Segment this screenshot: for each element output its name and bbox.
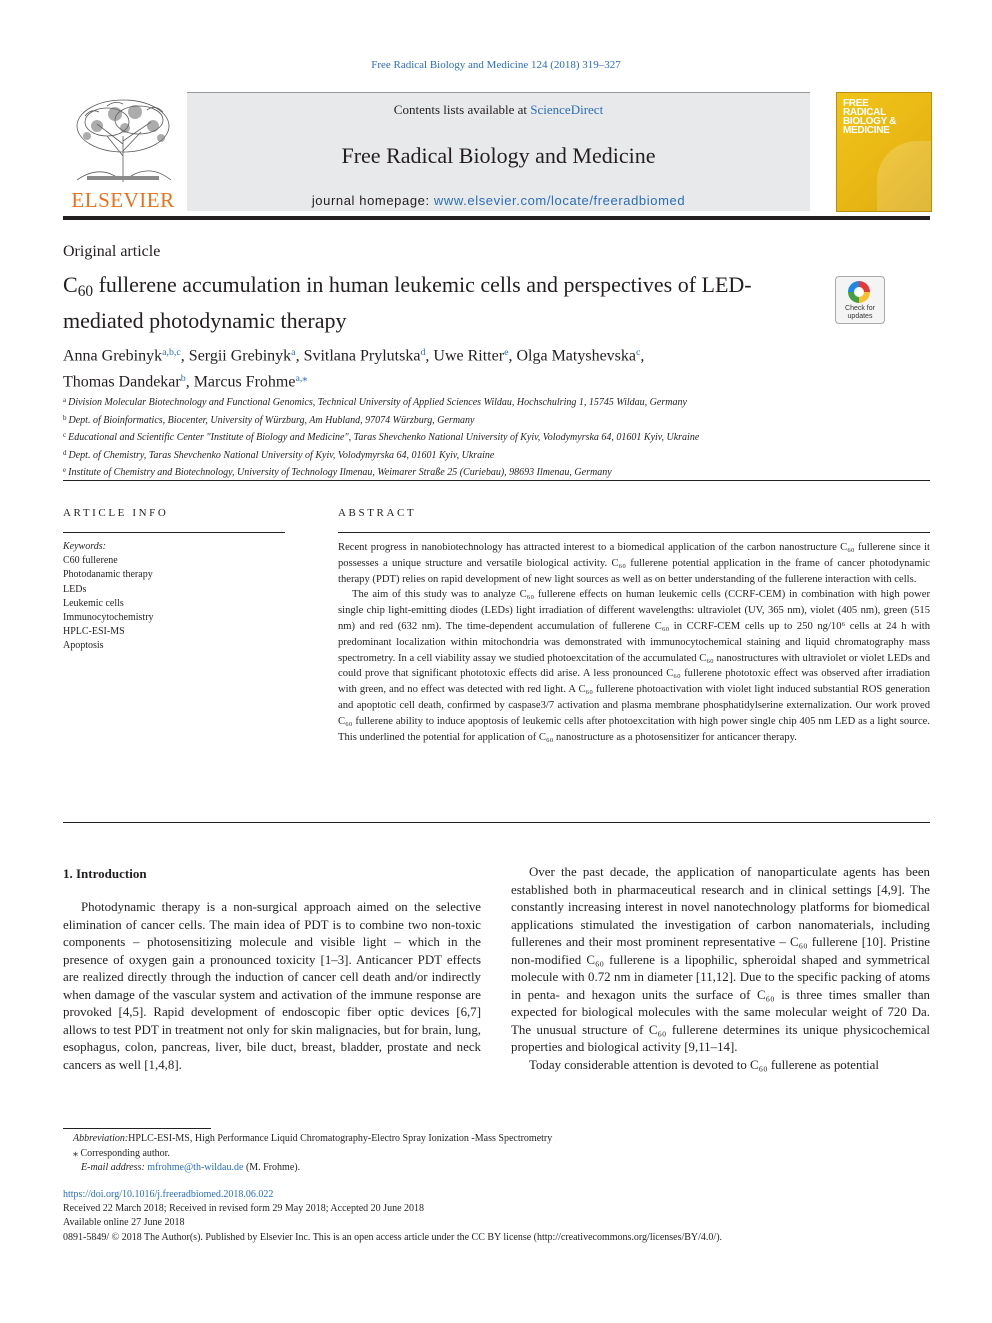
author-affiliation-mark[interactable]: e <box>504 347 509 358</box>
affiliation-item <box>63 446 923 464</box>
cover-title <box>843 99 896 135</box>
email-label: E-mail address: <box>81 1162 148 1173</box>
affiliation-text: Educational and Scientific Center "Institute of Biology and Medicine", Taras Shevchenko National University of Kyiv, Volodymyrska 64, 01601 Kyiv, Ukraine <box>68 432 700 443</box>
check-for-updates-badge[interactable] <box>835 276 885 324</box>
author-name[interactable]: Thomas Dandekar <box>63 373 181 391</box>
affiliation-key: a <box>63 396 67 404</box>
author-name[interactable]: Olga Matyshevska <box>516 347 636 365</box>
author-affiliation-mark[interactable]: c <box>636 347 641 358</box>
received-dates: Received 22 March 2018; Received in revised form 29 May 2018; Accepted 20 June 2018 <box>63 1203 425 1215</box>
author-affiliation-mark[interactable]: d <box>420 347 426 358</box>
affiliation-item <box>63 463 923 481</box>
contents-line <box>187 102 810 118</box>
body-paragraph: Photodynamic therapy is a non-surgical approach aimed on the selective elimination of cancer cells. The main idea of PDT is to combine two non-toxic components – photosensitizing molecule and visible light – which in the presence of oxygen gain a pronounced toxicity [1–3]. Anticancer PDT effects are realized directly through the induction of cancer cell death and/or indirectly when damage of the vascular system and activation of the immune response are provoked [4,5]. Rapid development of endoscopic fiber optic devices [6,7] allows to test PDT in treatment not only for skin malignacies, but for brain, lung, esophagus, colon, pancreas, liver, bile duct, breast, bladder, prostate and neck cancers as well [1,4,8]. <box>63 900 481 1072</box>
abstract-heading: ABSTRACT <box>338 507 417 519</box>
journal-title: Free Radical Biology and Medicine <box>341 143 656 168</box>
journal-header <box>63 92 930 212</box>
homepage-link[interactable]: www.elsevier.com/locate/freeradbiomed <box>433 193 686 208</box>
email-link[interactable]: mfrohme@th-wildau.de <box>147 1162 244 1173</box>
title-subscript: 60 <box>77 282 94 300</box>
author-affiliation-mark[interactable]: a <box>291 347 296 358</box>
footnote-rule <box>63 1128 211 1129</box>
affiliation-text: Institute of Chemistry and Biotechnology, University of Technology Ilmenau, Weimarer Straße 25 (Curiebau), 98693 Ilmenau, Germany <box>68 467 612 478</box>
elsevier-tree-icon <box>67 96 179 184</box>
introduction-heading: 1. Introduction <box>63 866 147 881</box>
cover-line: MEDICINE <box>843 125 890 136</box>
keyword-list <box>63 540 283 654</box>
body-column-left <box>63 899 481 1074</box>
online-date: Available online 27 June 2018 <box>63 1217 185 1229</box>
affiliation-key: c <box>63 431 67 439</box>
cover-line: RADICAL <box>843 107 886 118</box>
abbreviation-label: Abbreviation: <box>73 1133 129 1144</box>
check-updates-label <box>836 305 884 321</box>
contents-prefix: Contents lists available at <box>393 102 531 117</box>
cover-decoration <box>877 141 931 211</box>
homepage-line <box>187 193 810 208</box>
author-name[interactable]: Svitlana Prylutska <box>303 347 421 365</box>
body-paragraph: Over the past decade, the application of nanoparticulate agents has been established both in pharmaceutical research and in clinical settings [4,9]. The constantly increasing interest in novel nanotechnology platforms for biomedical applications stimulated the investigation of carbon nanomaterials, including fullerenes and their most prominent representative – C₆₀ fullerene [10]. Pristine non-modified C₆₀ fullerene is a lipophilic, spheroidal shaped and symmetrical molecule with 0.72 nm in diameter [11,12]. Due to the specific packing of atoms in penta- and hexagon units the surface of C₆₀ is three times smaller than expected for biological molecules with the same molecular weight of 720 Da. The unusual structure of C₆₀ fullerene determines its unique physicochemical properties and biological activity [9,11–14]. <box>511 865 930 1055</box>
journal-banner <box>187 92 810 211</box>
keywords-label: Keywords: <box>63 541 106 552</box>
check-updates-line: updates <box>847 313 873 320</box>
elsevier-logo[interactable] <box>63 92 183 212</box>
keyword-item: Apoptosis <box>63 640 104 652</box>
affiliation-item <box>63 428 923 446</box>
section-rule <box>63 822 930 823</box>
publisher-wordmark: ELSEVIER <box>71 188 175 212</box>
affiliation-text: Dept. of Chemistry, Taras Shevchenko National University of Kyiv, Volodymyrska 64, 01601 Kyiv, Ukraine <box>68 449 495 461</box>
author-name[interactable]: Anna Grebinyk <box>63 347 163 365</box>
body-paragraph: Today considerable attention is devoted to C₆₀ fullerene as potential <box>529 1058 879 1073</box>
author-separator: , <box>508 347 517 365</box>
abstract-rule <box>338 532 930 533</box>
author-separator: , <box>295 347 304 365</box>
check-updates-icon <box>848 281 870 303</box>
abstract-paragraph: The aim of this study was to analyze C₆₀ fullerene effects on human leukemic cells (CCRF-CEM) in combination with high power single chip light-emitting diodes (LEDs) light irradiation of different wavelengths: ultraviolet (UV, 365 nm), violet (405 nm), green (515 nm) and red (632 nm). The time-dependent accumulation of fullerene C₆₀ in CCRF-CEM cells up to 250 ng/10⁶ cells at 24 h with predominant localization within mitochondria was demonstrated with immunocytochemical staining and liquid chromatography mass spectrometry. In a cell viability assay we studied photoexcitation of the accumulated C₆₀ nanostructures with ultraviolet or violet LEDs and could prove that significant phototoxic effects did arise. A less pronounced C₆₀ fullerene phototoxic effect was observed after irradiation with green, and no effect was detected with red light. A C₆₀ fullerene photoactivation with violet light induced substantial ROS generation and apoptotic cell death, confirmed by caspase3/7 activation and plasma membrane phosphatidylserine externalization. Our work proved C₆₀ fullerene ability to induce apoptosis of leukemic cells after photoexcitation with high power single chip 405 nm LED as a light source. This underlined the potential for application of C₆₀ nanostructure as a photosensitizer for anticancer therapy. <box>338 589 930 743</box>
corresponding-footnote: ⁎ Corresponding author. <box>73 1147 170 1159</box>
paper-title <box>63 270 803 335</box>
affiliation-text: Division Molecular Biotechnology and Functional Genomics, Technical University of Applied Sciences Wildau, Hochschulring 1, 15745 Wildau, Germany <box>68 397 687 408</box>
title-prefix: C <box>63 272 78 297</box>
author-separator: , <box>185 373 194 391</box>
doi-link[interactable]: https://doi.org/10.1016/j.freeradbiomed.2018.06.022 <box>63 1189 274 1200</box>
abstract-paragraph: Recent progress in nanobiotechnology has attracted interest to a biomedical application of the carbon nanostructure C₆₀ fullerene since it possesses a unique structure and versatile biological activity. C₆₀ fullerene potential application in the frame of cancer photodynamic therapy (PDT) relies on rapid development of new light sources as well as on better understanding of the fullerene interaction with cells. <box>338 542 930 585</box>
keyword-item: Photodanamic therapy <box>63 569 153 581</box>
title-rest: fullerene accumulation in human leukemic cells and perspectives of LED-mediated photodynamic therapy <box>63 272 752 333</box>
author-affiliation-mark[interactable]: a,⁎ <box>295 373 308 385</box>
affiliation-key: e <box>63 466 67 474</box>
affiliation-item <box>63 411 923 429</box>
abbreviation-footnote <box>63 1132 930 1147</box>
author-separator: , <box>180 347 189 365</box>
article-info-heading: ARTICLE INFO <box>63 507 169 519</box>
affiliation-key: d <box>63 448 67 457</box>
author-separator: , <box>640 347 645 365</box>
cover-line: BIOLOGY & <box>843 116 897 127</box>
footnotes <box>63 1132 930 1176</box>
cover-line: FREE <box>843 98 869 109</box>
email-footnote <box>63 1161 930 1176</box>
keyword-item: HPLC-ESI-MS <box>63 626 125 638</box>
abstract-body <box>338 540 930 745</box>
homepage-prefix: journal homepage: <box>311 193 434 208</box>
keyword-item: Leukemic cells <box>63 597 124 609</box>
author-affiliation-mark[interactable]: a,b,c <box>162 347 181 358</box>
author-name[interactable]: Sergii Grebinyk <box>188 347 292 365</box>
email-suffix: (M. Frohme). <box>243 1162 301 1173</box>
author-separator: , <box>425 347 434 365</box>
publication-info <box>63 1188 930 1245</box>
article-info-rule <box>63 532 285 533</box>
keyword-item: C60 fullerene <box>63 555 118 567</box>
author-list <box>63 341 883 394</box>
section-rule <box>63 480 930 481</box>
affiliation-key: b <box>63 413 67 422</box>
keyword-item: Immunocytochemistry <box>63 612 154 624</box>
sciencedirect-link[interactable]: ScienceDirect <box>530 102 604 117</box>
check-updates-line: Check for <box>845 305 875 312</box>
journal-reference[interactable]: Free Radical Biology and Medicine 124 (2018) 319–327 <box>371 59 621 71</box>
affiliation-item <box>63 393 923 411</box>
author-name[interactable]: Uwe Ritter <box>433 347 505 365</box>
abbreviation-text: HPLC-ESI-MS, High Performance Liquid Chromatography-Electro Spray Ionization -Mass Spectrometry <box>128 1133 553 1144</box>
author-name[interactable]: Marcus Frohme <box>193 373 296 391</box>
author-affiliation-mark[interactable]: b <box>180 373 186 385</box>
affiliation-list <box>63 393 923 481</box>
header-rule <box>63 216 930 220</box>
journal-cover-thumbnail[interactable] <box>836 92 932 212</box>
article-type: Original article <box>63 243 161 260</box>
license-line: 0891-5849/ © 2018 The Author(s). Published by Elsevier Inc. This is an open access article under the CC BY license (http://creativecommons.org/licenses/BY/4.0/). <box>63 1231 723 1243</box>
keyword-item: LEDs <box>63 583 87 595</box>
affiliation-text: Dept. of Bioinformatics, Biocenter, University of Würzburg, Am Hubland, 97074 Würzburg, Germany <box>68 414 475 426</box>
body-column-right <box>511 864 930 1075</box>
